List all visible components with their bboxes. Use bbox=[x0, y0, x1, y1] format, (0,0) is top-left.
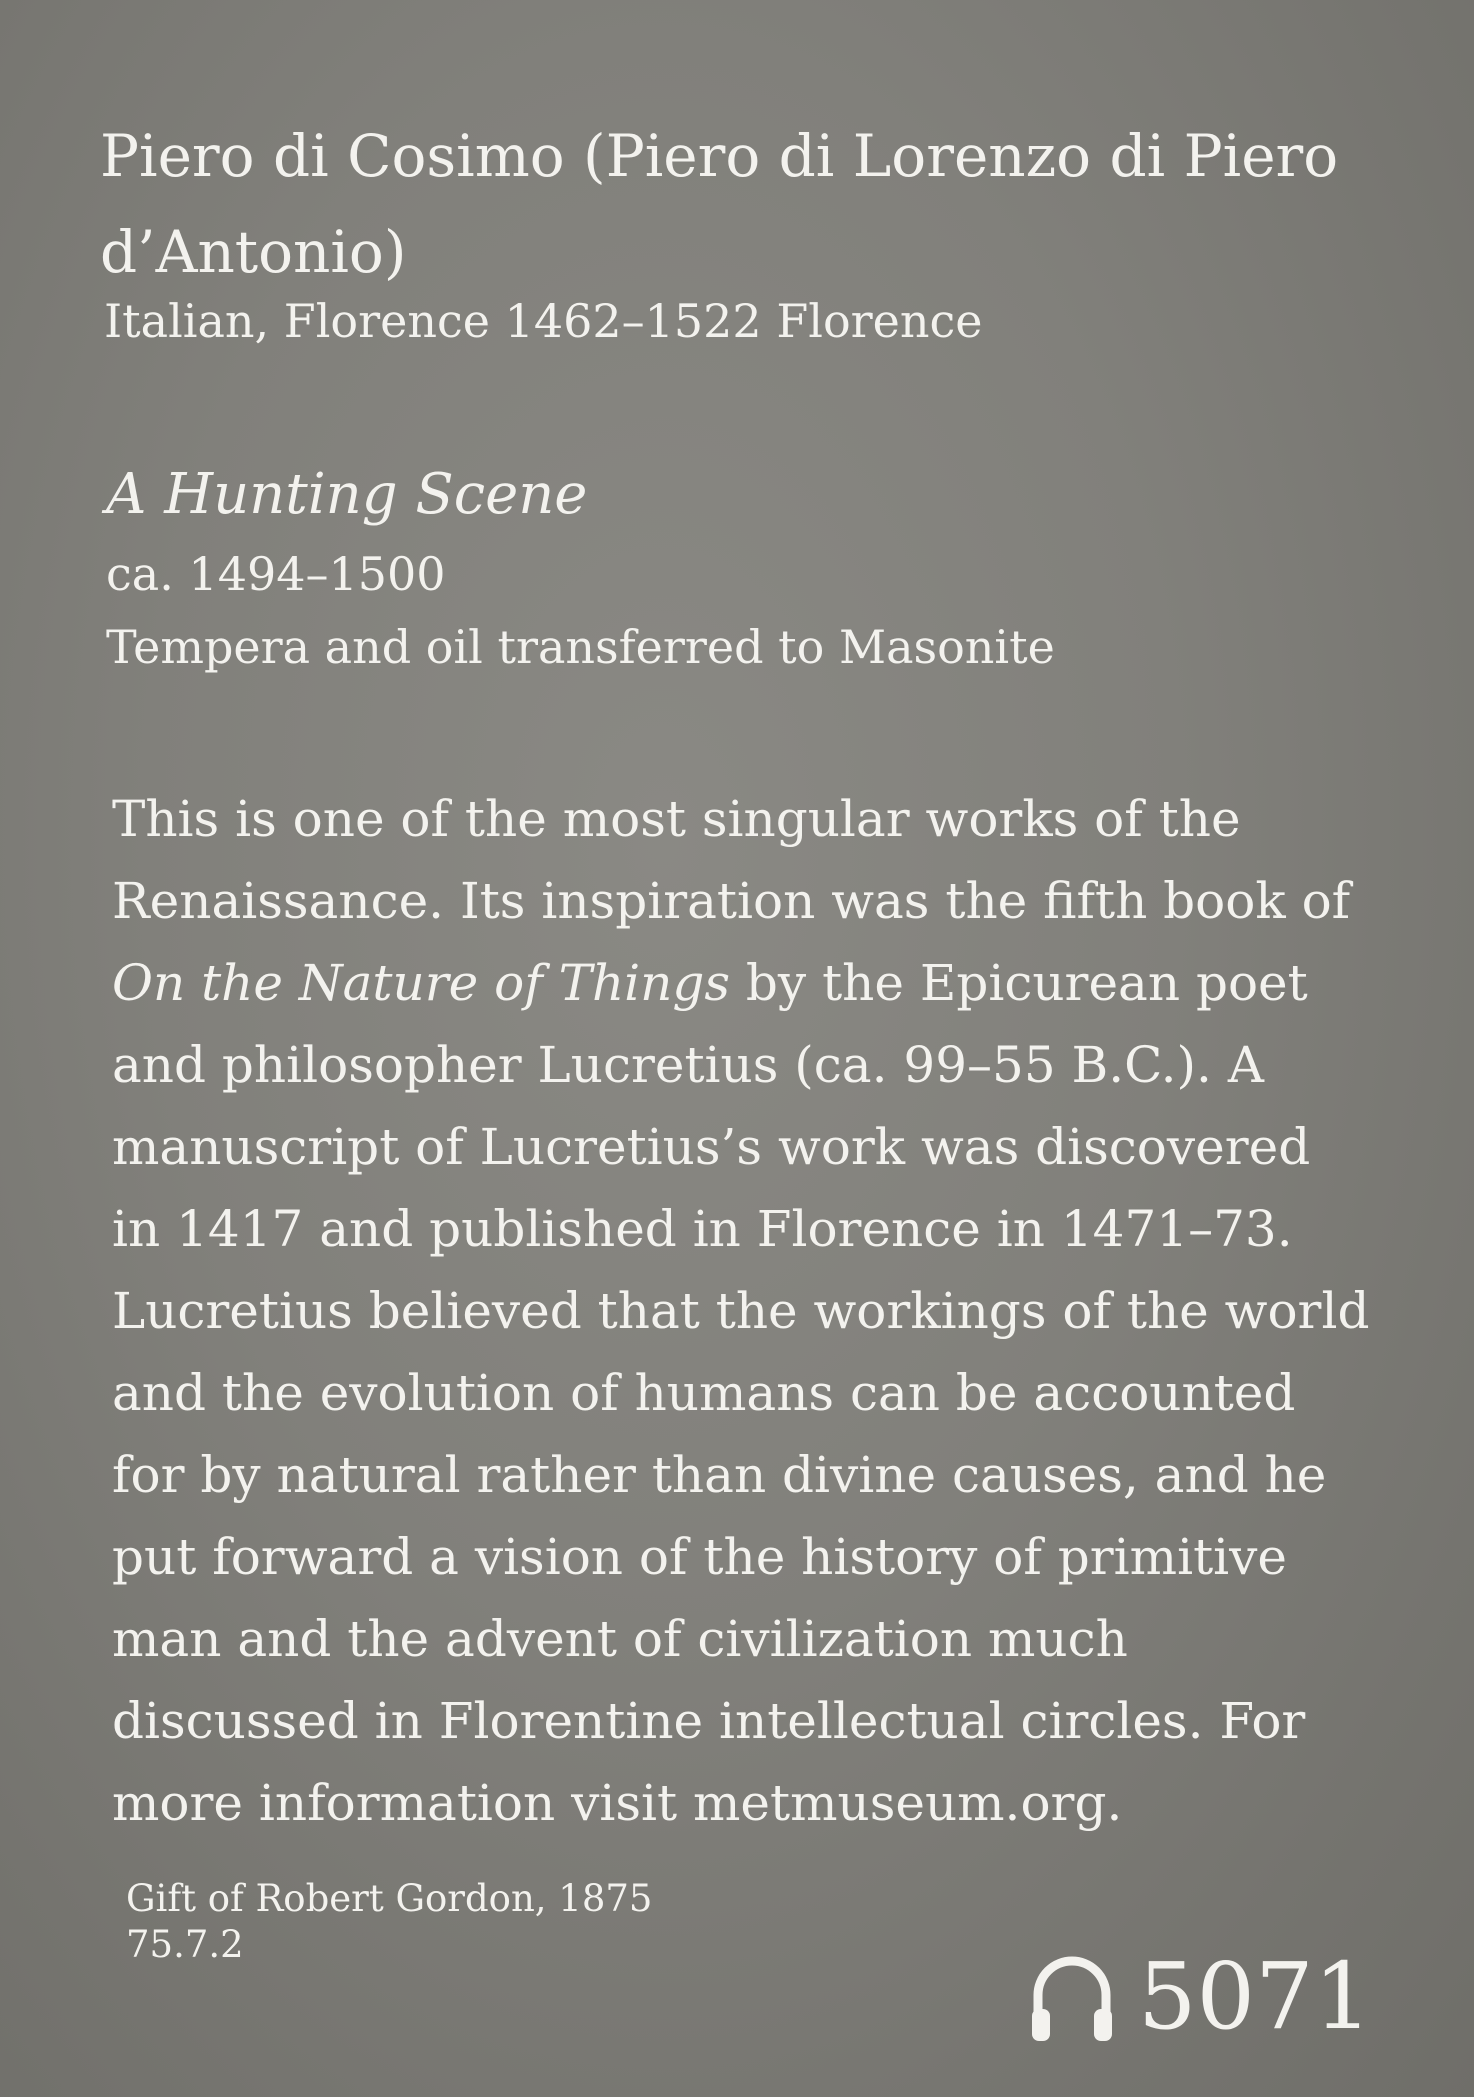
description-line: discussed in Florentine intellectual circles. For bbox=[112, 1692, 1306, 1750]
audio-guide bbox=[1026, 1942, 1372, 2052]
description-text bbox=[112, 778, 1412, 1844]
book-title: On the Nature of Things bbox=[112, 954, 731, 1012]
accession-number: 75.7.2 bbox=[126, 1923, 244, 1966]
artwork-date: ca. 1494–1500 bbox=[106, 547, 446, 601]
description-line-rest: by the Epicurean poet bbox=[730, 954, 1308, 1012]
description-line: for by natural rather than divine causes, and he bbox=[112, 1446, 1327, 1504]
credit-line bbox=[126, 1876, 652, 1968]
artist-name bbox=[100, 108, 1400, 300]
description-line: and the evolution of humans can be accounted bbox=[112, 1364, 1296, 1422]
description-line: This is one of the most singular works of the bbox=[112, 790, 1241, 848]
artist-name-line-1: Piero di Cosimo (Piero di Lorenzo di Piero bbox=[100, 122, 1339, 190]
description-line: more information visit metmuseum.org. bbox=[112, 1774, 1123, 1832]
headphones-icon bbox=[1026, 1947, 1118, 2047]
description-line: in 1417 and published in Florence in 1471–73. bbox=[112, 1200, 1293, 1258]
credit-gift: Gift of Robert Gordon, 1875 bbox=[126, 1877, 653, 1920]
description-line bbox=[112, 942, 1412, 1024]
description-line: manuscript of Lucretius’s work was discovered bbox=[112, 1118, 1311, 1176]
audio-guide-number: 5071 bbox=[1138, 1943, 1373, 2050]
artist-name-line-2: d’Antonio) bbox=[100, 218, 407, 286]
description-line: Lucretius believed that the workings of the world bbox=[112, 1282, 1370, 1340]
description-line: and philosopher Lucretius (ca. 99–55 B.C.). A bbox=[112, 1036, 1264, 1094]
description-line: put forward a vision of the history of primitive bbox=[112, 1528, 1287, 1586]
description-line: man and the advent of civilization much bbox=[112, 1610, 1128, 1668]
artwork-medium: Tempera and oil transferred to Masonite bbox=[106, 620, 1055, 674]
artist-nationality-dates: Italian, Florence 1462–1522 Florence bbox=[104, 294, 983, 348]
artwork-title: A Hunting Scene bbox=[106, 462, 588, 527]
description-line: Renaissance. Its inspiration was the fifth book of bbox=[112, 872, 1351, 930]
